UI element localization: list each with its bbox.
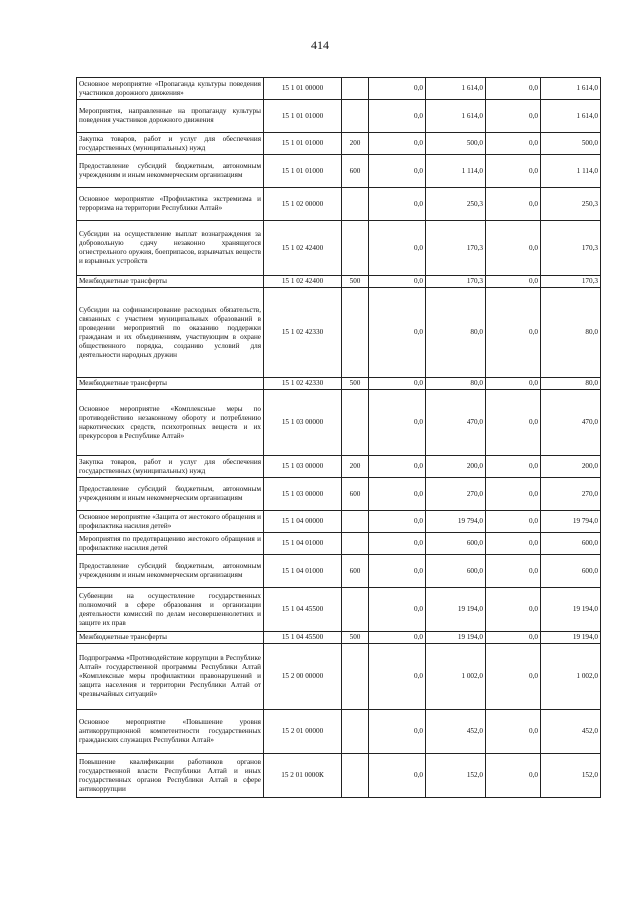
row-name-cell: Мероприятия по предотвращению жестокого обращения и профилактике насилия детей bbox=[77, 533, 264, 555]
row-name-cell: Основное мероприятие «Пропаганда культуры поведения участников дорожного движения» bbox=[77, 78, 264, 100]
row-expense-type-cell bbox=[342, 78, 369, 100]
table-row bbox=[77, 133, 601, 155]
row-code-cell: 15 2 01 00000 bbox=[264, 710, 342, 754]
row-value-2-cell: 19 194,0 bbox=[426, 588, 486, 632]
row-expense-type-cell bbox=[342, 533, 369, 555]
row-value-3-cell: 0,0 bbox=[486, 533, 541, 555]
row-code-cell: 15 1 02 42330 bbox=[264, 288, 342, 378]
row-expense-type-cell: 200 bbox=[342, 133, 369, 155]
row-value-4-cell: 1 614,0 bbox=[541, 100, 601, 133]
row-value-3-cell: 0,0 bbox=[486, 710, 541, 754]
row-code-cell: 15 2 00 00000 bbox=[264, 644, 342, 710]
row-value-3-cell: 0,0 bbox=[486, 511, 541, 533]
row-name-cell: Подпрограмма «Противодействие коррупции в Республике Алтай» государственной программы Республики Алтай «Комплексные меры профилактики правонарушений и защита населения и территории Республики Алтай от чрезвычайных ситуаций» bbox=[77, 644, 264, 710]
budget-table bbox=[76, 77, 601, 798]
row-value-4-cell: 1 114,0 bbox=[541, 155, 601, 188]
row-expense-type-cell bbox=[342, 390, 369, 456]
row-value-1-cell: 0,0 bbox=[369, 276, 426, 288]
row-expense-type-cell bbox=[342, 588, 369, 632]
row-expense-type-cell bbox=[342, 100, 369, 133]
row-value-3-cell: 0,0 bbox=[486, 632, 541, 644]
row-expense-type-cell bbox=[342, 188, 369, 221]
row-code-cell: 15 1 01 00000 bbox=[264, 78, 342, 100]
row-value-2-cell: 1 002,0 bbox=[426, 644, 486, 710]
row-value-4-cell: 270,0 bbox=[541, 478, 601, 511]
row-value-1-cell: 0,0 bbox=[369, 632, 426, 644]
row-value-1-cell: 0,0 bbox=[369, 188, 426, 221]
row-code-cell: 15 1 01 01000 bbox=[264, 155, 342, 188]
row-name-cell: Основное мероприятие «Защита от жестокого обращения и профилактика насилия детей» bbox=[77, 511, 264, 533]
row-value-2-cell: 452,0 bbox=[426, 710, 486, 754]
row-value-1-cell: 0,0 bbox=[369, 133, 426, 155]
row-value-4-cell: 170,3 bbox=[541, 276, 601, 288]
table-row bbox=[77, 288, 601, 378]
row-name-cell: Межбюджетные трансферты bbox=[77, 378, 264, 390]
row-code-cell: 15 1 03 00000 bbox=[264, 478, 342, 511]
row-name-cell: Межбюджетные трансферты bbox=[77, 276, 264, 288]
row-value-3-cell: 0,0 bbox=[486, 155, 541, 188]
row-value-2-cell: 1 614,0 bbox=[426, 100, 486, 133]
row-value-4-cell: 19 194,0 bbox=[541, 588, 601, 632]
row-value-3-cell: 0,0 bbox=[486, 276, 541, 288]
row-code-cell: 15 1 02 00000 bbox=[264, 188, 342, 221]
row-value-1-cell: 0,0 bbox=[369, 754, 426, 798]
row-code-cell: 15 1 04 01000 bbox=[264, 555, 342, 588]
table-row bbox=[77, 632, 601, 644]
row-code-cell: 15 1 01 01000 bbox=[264, 100, 342, 133]
row-code-cell: 15 1 03 00000 bbox=[264, 390, 342, 456]
row-name-cell: Основное мероприятие «Профилактика экстремизма и терроризма на территории Республики Алтай» bbox=[77, 188, 264, 221]
row-code-cell: 15 1 04 45500 bbox=[264, 632, 342, 644]
row-name-cell: Предоставление субсидий бюджетным, автономным учреждениям и иным некоммерческим организациям bbox=[77, 555, 264, 588]
row-value-3-cell: 0,0 bbox=[486, 588, 541, 632]
row-value-2-cell: 19 794,0 bbox=[426, 511, 486, 533]
row-value-1-cell: 0,0 bbox=[369, 533, 426, 555]
row-value-3-cell: 0,0 bbox=[486, 378, 541, 390]
table-row bbox=[77, 511, 601, 533]
row-value-1-cell: 0,0 bbox=[369, 155, 426, 188]
table-row bbox=[77, 390, 601, 456]
row-code-cell: 15 1 02 42330 bbox=[264, 378, 342, 390]
table-row bbox=[77, 533, 601, 555]
row-value-2-cell: 200,0 bbox=[426, 456, 486, 478]
row-name-cell: Предоставление субсидий бюджетным, автономным учреждениям и иным некоммерческим организациям bbox=[77, 478, 264, 511]
table-row bbox=[77, 710, 601, 754]
row-code-cell: 15 1 03 00000 bbox=[264, 456, 342, 478]
row-value-2-cell: 19 194,0 bbox=[426, 632, 486, 644]
row-value-3-cell: 0,0 bbox=[486, 754, 541, 798]
row-value-4-cell: 600,0 bbox=[541, 533, 601, 555]
row-value-3-cell: 0,0 bbox=[486, 100, 541, 133]
row-value-1-cell: 0,0 bbox=[369, 555, 426, 588]
row-value-4-cell: 250,3 bbox=[541, 188, 601, 221]
row-expense-type-cell: 500 bbox=[342, 378, 369, 390]
row-name-cell: Повышение квалификации работников органов государственной власти Республики Алтай и иных государственных органов Республики Алтай в сфере антикоррупции bbox=[77, 754, 264, 798]
table-row bbox=[77, 378, 601, 390]
row-value-1-cell: 0,0 bbox=[369, 390, 426, 456]
row-expense-type-cell: 200 bbox=[342, 456, 369, 478]
row-name-cell: Закупка товаров, работ и услуг для обеспечения государственных (муниципальных) нужд bbox=[77, 133, 264, 155]
row-value-3-cell: 0,0 bbox=[486, 133, 541, 155]
table-row bbox=[77, 78, 601, 100]
row-value-2-cell: 470,0 bbox=[426, 390, 486, 456]
row-value-2-cell: 170,3 bbox=[426, 276, 486, 288]
row-value-1-cell: 0,0 bbox=[369, 588, 426, 632]
row-value-1-cell: 0,0 bbox=[369, 221, 426, 276]
table-row bbox=[77, 276, 601, 288]
row-name-cell: Основное мероприятие «Комплексные меры по противодействию незаконному обороту и потреблению наркотических средств, психотропных веществ и их прекурсоров в Республике Алтай» bbox=[77, 390, 264, 456]
table-row bbox=[77, 588, 601, 632]
row-value-4-cell: 470,0 bbox=[541, 390, 601, 456]
row-value-2-cell: 1 114,0 bbox=[426, 155, 486, 188]
row-value-1-cell: 0,0 bbox=[369, 478, 426, 511]
table-row bbox=[77, 478, 601, 511]
row-value-4-cell: 452,0 bbox=[541, 710, 601, 754]
row-value-4-cell: 500,0 bbox=[541, 133, 601, 155]
row-value-1-cell: 0,0 bbox=[369, 378, 426, 390]
row-expense-type-cell: 500 bbox=[342, 632, 369, 644]
row-value-4-cell: 1 002,0 bbox=[541, 644, 601, 710]
row-value-1-cell: 0,0 bbox=[369, 710, 426, 754]
row-value-4-cell: 80,0 bbox=[541, 378, 601, 390]
row-value-2-cell: 250,3 bbox=[426, 188, 486, 221]
row-expense-type-cell bbox=[342, 511, 369, 533]
row-expense-type-cell bbox=[342, 754, 369, 798]
row-value-4-cell: 152,0 bbox=[541, 754, 601, 798]
row-expense-type-cell bbox=[342, 644, 369, 710]
row-name-cell: Межбюджетные трансферты bbox=[77, 632, 264, 644]
row-value-3-cell: 0,0 bbox=[486, 478, 541, 511]
row-value-1-cell: 0,0 bbox=[369, 100, 426, 133]
row-value-1-cell: 0,0 bbox=[369, 78, 426, 100]
row-expense-type-cell: 600 bbox=[342, 478, 369, 511]
table-row bbox=[77, 188, 601, 221]
row-value-4-cell: 19 794,0 bbox=[541, 511, 601, 533]
row-expense-type-cell: 600 bbox=[342, 555, 369, 588]
table-row bbox=[77, 100, 601, 133]
row-expense-type-cell: 600 bbox=[342, 155, 369, 188]
row-value-2-cell: 152,0 bbox=[426, 754, 486, 798]
row-value-3-cell: 0,0 bbox=[486, 390, 541, 456]
row-value-3-cell: 0,0 bbox=[486, 188, 541, 221]
row-code-cell: 15 1 04 45500 bbox=[264, 588, 342, 632]
row-expense-type-cell bbox=[342, 288, 369, 378]
row-value-2-cell: 80,0 bbox=[426, 378, 486, 390]
row-value-3-cell: 0,0 bbox=[486, 78, 541, 100]
row-value-3-cell: 0,0 bbox=[486, 555, 541, 588]
table-row bbox=[77, 754, 601, 798]
row-value-4-cell: 200,0 bbox=[541, 456, 601, 478]
row-value-2-cell: 1 614,0 bbox=[426, 78, 486, 100]
row-expense-type-cell bbox=[342, 710, 369, 754]
row-code-cell: 15 1 01 01000 bbox=[264, 133, 342, 155]
table-row bbox=[77, 221, 601, 276]
row-name-cell: Субвенции на осуществление государственных полномочий в сфере образования и организации деятельности комиссий по делам несовершеннолетних и защите их прав bbox=[77, 588, 264, 632]
row-value-2-cell: 80,0 bbox=[426, 288, 486, 378]
row-expense-type-cell: 500 bbox=[342, 276, 369, 288]
row-value-4-cell: 170,3 bbox=[541, 221, 601, 276]
row-code-cell: 15 1 02 42400 bbox=[264, 276, 342, 288]
row-value-1-cell: 0,0 bbox=[369, 456, 426, 478]
row-value-2-cell: 170,3 bbox=[426, 221, 486, 276]
row-value-2-cell: 600,0 bbox=[426, 533, 486, 555]
row-value-4-cell: 19 194,0 bbox=[541, 632, 601, 644]
row-value-3-cell: 0,0 bbox=[486, 644, 541, 710]
row-value-4-cell: 80,0 bbox=[541, 288, 601, 378]
row-code-cell: 15 1 04 01000 bbox=[264, 533, 342, 555]
row-value-3-cell: 0,0 bbox=[486, 456, 541, 478]
row-name-cell: Предоставление субсидий бюджетным, автономным учреждениям и иным некоммерческим организациям bbox=[77, 155, 264, 188]
row-name-cell: Основное мероприятие «Повышение уровня антикоррупционной компетентности государственных гражданских служащих Республики Алтай» bbox=[77, 710, 264, 754]
table-row bbox=[77, 456, 601, 478]
row-value-2-cell: 600,0 bbox=[426, 555, 486, 588]
row-expense-type-cell bbox=[342, 221, 369, 276]
row-value-2-cell: 500,0 bbox=[426, 133, 486, 155]
row-value-2-cell: 270,0 bbox=[426, 478, 486, 511]
row-code-cell: 15 1 02 42400 bbox=[264, 221, 342, 276]
table-row bbox=[77, 644, 601, 710]
row-value-1-cell: 0,0 bbox=[369, 288, 426, 378]
table-row bbox=[77, 155, 601, 188]
row-value-3-cell: 0,0 bbox=[486, 288, 541, 378]
row-value-3-cell: 0,0 bbox=[486, 221, 541, 276]
row-value-4-cell: 600,0 bbox=[541, 555, 601, 588]
row-code-cell: 15 1 04 00000 bbox=[264, 511, 342, 533]
row-name-cell: Закупка товаров, работ и услуг для обеспечения государственных (муниципальных) нужд bbox=[77, 456, 264, 478]
table-row bbox=[77, 555, 601, 588]
row-value-1-cell: 0,0 bbox=[369, 511, 426, 533]
row-value-4-cell: 1 614,0 bbox=[541, 78, 601, 100]
row-code-cell: 15 2 01 0000К bbox=[264, 754, 342, 798]
row-name-cell: Субсидии на софинансирование расходных обязательств, связанных с участием муниципальных образований в проведении мероприятий по оказанию поддержки гражданам и их объединениям, участвующим в охране общественного порядка, созданию условий для деятельности народных дружин bbox=[77, 288, 264, 378]
row-name-cell: Мероприятия, направленные на пропаганду культуры поведения участников дорожного движения bbox=[77, 100, 264, 133]
row-value-1-cell: 0,0 bbox=[369, 644, 426, 710]
page-number: 414 bbox=[311, 38, 329, 52]
row-name-cell: Субсидии на осуществление выплат вознаграждения за добровольную сдачу незаконно хранящегося огнестрельного оружия, боеприпасов, взрывчатых веществ и взрывных устройств bbox=[77, 221, 264, 276]
